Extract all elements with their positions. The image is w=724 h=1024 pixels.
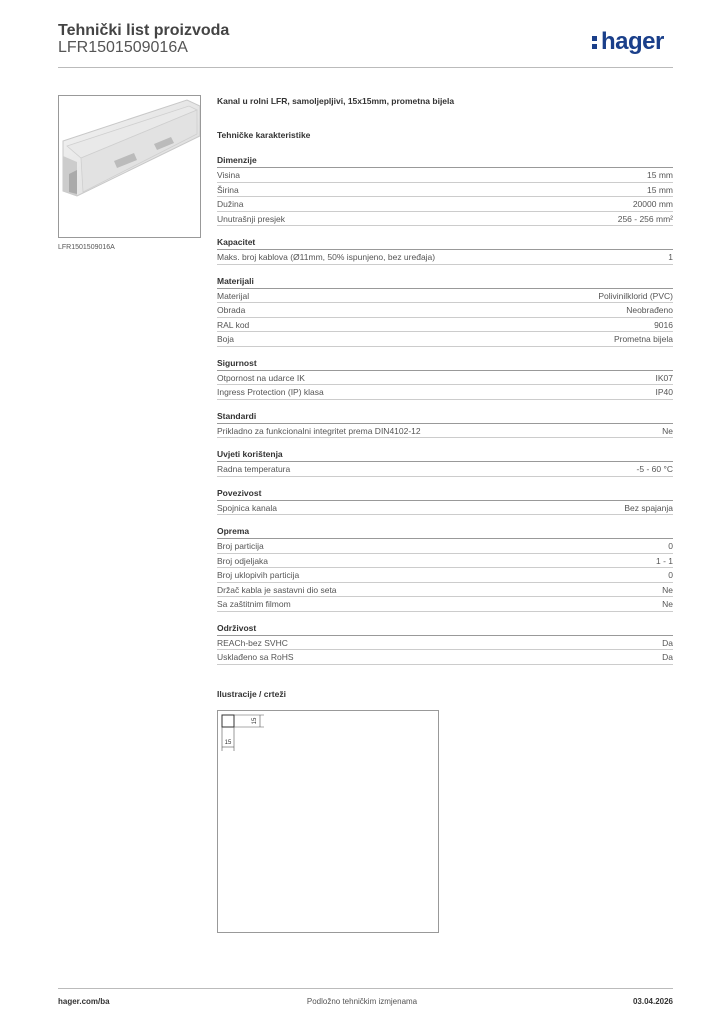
spec-value: 1	[668, 252, 673, 262]
cable-duct-image	[59, 96, 200, 237]
section-title: Materijali	[217, 275, 673, 289]
hager-logo[interactable]	[592, 28, 664, 56]
spec-row	[217, 462, 673, 477]
spec-label: Broj particija	[217, 541, 264, 551]
dimension-drawing	[218, 711, 438, 932]
spec-section	[217, 154, 673, 226]
header-divider	[58, 67, 673, 68]
spec-value: Polivinilklorid (PVC)	[598, 290, 673, 301]
spec-value: 20000 mm	[632, 199, 673, 209]
product-code: LFR1501509016A	[58, 39, 188, 56]
spec-value: Neobrađeno	[626, 305, 673, 315]
section-title: Povezivost	[217, 487, 673, 501]
spec-row	[217, 583, 673, 598]
spec-row	[217, 183, 673, 198]
logo-colon-icon	[592, 33, 598, 51]
spec-label: Prikladno za funkcionalni integritet prema DIN4102-12	[217, 425, 421, 436]
spec-section	[217, 410, 673, 439]
spec-label: Materijal	[217, 290, 250, 301]
spec-row	[217, 385, 673, 400]
spec-sections	[217, 154, 673, 665]
spec-label: Dužina	[217, 199, 244, 209]
product-title: Kanal u rolni LFR, samoljepljivi, 15x15mm, prometna bijela	[217, 96, 455, 106]
spec-row	[217, 197, 673, 212]
spec-value: 256 - 256 mm²	[617, 213, 673, 224]
product-photo	[58, 95, 201, 238]
photo-caption: LFR1501509016A	[58, 244, 115, 251]
spec-label: Držač kabla je sastavni dio seta	[217, 584, 337, 595]
spec-label: Ingress Protection (IP) klasa	[217, 387, 324, 397]
spec-label: Spojnica kanala	[217, 502, 278, 513]
spec-section	[217, 357, 673, 400]
technical-drawing	[217, 710, 439, 933]
spec-section	[217, 236, 673, 265]
spec-label: Usklađeno sa RoHS	[217, 652, 294, 662]
spec-value: IP40	[655, 387, 673, 397]
spec-row	[217, 212, 673, 227]
spec-row	[217, 424, 673, 439]
spec-row	[217, 597, 673, 612]
spec-row	[217, 371, 673, 386]
footer-note: Podložno tehničkim izmjenama	[306, 997, 418, 1006]
spec-value: Prometna bijela	[613, 334, 673, 344]
spec-row	[217, 501, 673, 516]
spec-label: REACh-bez SVHC	[217, 637, 288, 648]
section-title: Oprema	[217, 525, 673, 539]
spec-label: Boja	[217, 334, 235, 344]
dim-height-label: 15	[224, 740, 232, 746]
spec-row	[217, 332, 673, 347]
spec-section	[217, 275, 673, 347]
footer-date: 03.04.2026	[632, 997, 673, 1006]
spec-row	[217, 168, 673, 183]
section-title: Dimenzije	[217, 154, 673, 168]
illustrations-title: Ilustracije / crteži	[217, 689, 286, 699]
spec-value: Da	[662, 637, 673, 648]
spec-label: Visina	[217, 170, 240, 180]
spec-row	[217, 303, 673, 318]
spec-value: 15 mm	[647, 170, 673, 180]
spec-label: RAL kod	[217, 319, 250, 330]
spec-label: Obrada	[217, 305, 246, 315]
spec-row	[217, 539, 673, 554]
section-title: Kapacitet	[217, 236, 673, 250]
section-title: Sigurnost	[217, 357, 673, 371]
spec-value: 9016	[654, 319, 673, 330]
spec-label: Otpornost na udarce IK	[217, 372, 305, 383]
footer-website[interactable]: hager.com/ba	[58, 997, 110, 1006]
spec-row	[217, 568, 673, 583]
tech-heading: Tehničke karakteristike	[217, 130, 311, 140]
spec-content	[217, 96, 673, 665]
spec-value: Bez spajanja	[624, 502, 673, 513]
spec-value: 1 - 1	[655, 555, 673, 566]
spec-section	[217, 622, 673, 665]
spec-row	[217, 289, 673, 304]
spec-row	[217, 554, 673, 569]
spec-row	[217, 318, 673, 333]
spec-value: 15 mm	[647, 184, 673, 195]
spec-row	[217, 650, 673, 665]
spec-row	[217, 636, 673, 651]
spec-label: Broj odjeljaka	[217, 555, 269, 566]
spec-label: Širina	[217, 184, 239, 195]
dim-width-label: 15	[252, 717, 258, 725]
spec-section	[217, 487, 673, 516]
spec-value: Ne	[662, 584, 673, 595]
spec-section	[217, 448, 673, 477]
spec-value: Ne	[662, 599, 673, 609]
logo-text: hager	[601, 28, 664, 55]
spec-value: 0	[668, 541, 673, 551]
section-title: Uvjeti korištenja	[217, 448, 673, 462]
spec-row	[217, 250, 673, 265]
spec-value: Da	[662, 652, 673, 662]
section-title: Održivost	[217, 622, 673, 636]
spec-value: IK07	[655, 372, 673, 383]
spec-section	[217, 525, 673, 612]
spec-label: Unutrašnji presjek	[217, 213, 286, 224]
section-title: Standardi	[217, 410, 673, 424]
spec-value: -5 - 60 °C	[636, 464, 673, 474]
spec-label: Broj uklopivih particija	[217, 570, 300, 580]
spec-value: Ne	[662, 425, 673, 436]
spec-label: Sa zaštitnim filmom	[217, 599, 291, 609]
spec-label: Maks. broj kablova (Ø11mm, 50% ispunjeno, bez uređaja)	[217, 252, 436, 262]
spec-label: Radna temperatura	[217, 464, 291, 474]
spec-value: 0	[668, 570, 673, 580]
footer-divider	[58, 988, 673, 989]
page-title: Tehnički list proizvoda	[58, 22, 230, 39]
